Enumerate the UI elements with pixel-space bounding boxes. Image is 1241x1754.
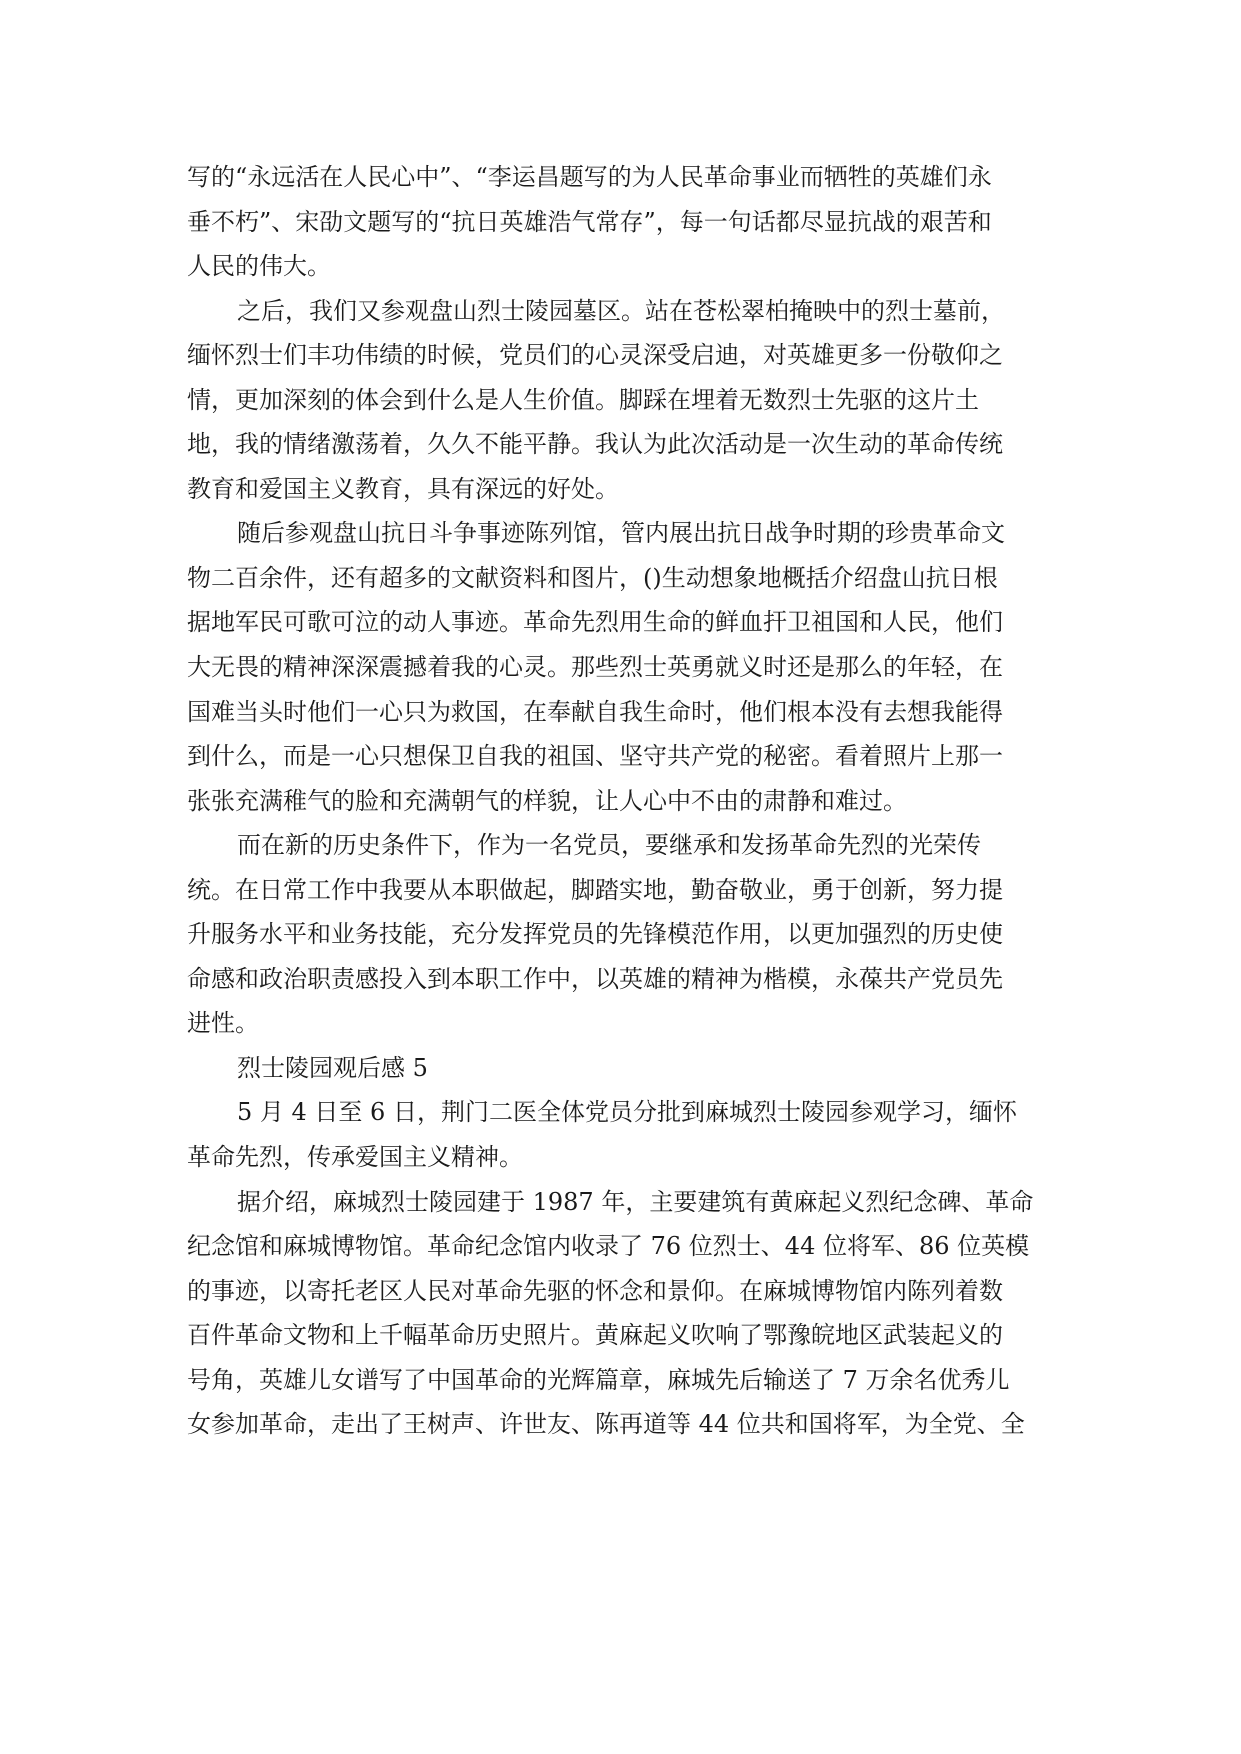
text-line: 升服务水平和业务技能，充分发挥党员的先锋模范作用，以更加强烈的历史使 (187, 920, 1003, 949)
text-line: 进性。 (187, 1009, 259, 1038)
text-line: 号角，英雄儿女谱写了中国革命的光辉篇章，麻城先后输送了 7 万余名优秀儿 (187, 1365, 1010, 1394)
text-line: 缅怀烈士们丰功伟绩的时候，党员们的心灵深受启迪，对英雄更多一份敬仰之 (187, 341, 1003, 370)
text-line: 据地军民可歌可泣的动人事迹。革命先烈用生命的鲜血扞卫祖国和人民，他们 (187, 608, 1003, 637)
text-line: 之后，我们又参观盘山烈士陵园墓区。站在苍松翠柏掩映中的烈士墓前， (237, 296, 1005, 325)
text-line: 国难当头时他们一心只为救国，在奉献自我生命时，他们根本没有去想我能得 (187, 697, 1003, 726)
text-line: 情，更加深刻的体会到什么是人生价值。脚踩在埋着无数烈士先驱的这片土 (187, 385, 979, 414)
text-line: 百件革命文物和上千幅革命历史照片。黄麻起义吹响了鄂豫皖地区武装起义的 (187, 1321, 1003, 1350)
text-line: 烈士陵园观后感 5 (237, 1053, 428, 1082)
document-body (187, 155, 1059, 1447)
text-line: 随后参观盘山抗日斗争事迹陈列馆，管内展出抗日战争时期的珍贵革命文 (237, 519, 1005, 548)
text-line: 教育和爱国主义教育，具有深远的好处。 (187, 474, 619, 503)
text-line: 而在新的历史条件下，作为一名党员，要继承和发扬革命先烈的光荣传 (237, 831, 981, 860)
text-line: 人民的伟大。 (187, 252, 331, 281)
text-line: 垂不朽”、宋劭文题写的“抗日英雄浩气常存”，每一句话都尽显抗战的艰苦和 (187, 207, 992, 236)
text-line: 的事迹，以寄托老区人民对革命先驱的怀念和景仰。在麻城博物馆内陈列着数 (187, 1276, 1003, 1305)
text-line: 物二百余件，还有超多的文献资料和图片，()生动想象地概括介绍盘山抗日根 (187, 563, 998, 592)
text-line: 写的“永远活在人民心中”、“李运昌题写的为人民革命事业而牺牲的英雄们永 (187, 163, 992, 191)
text-line: 大无畏的精神深深震撼着我的心灵。那些烈士英勇就义时还是那么的年轻，在 (187, 653, 1003, 682)
text-line: 纪念馆和麻城博物馆。革命纪念馆内收录了 76 位烈士、44 位将军、86 位英模 (187, 1232, 1030, 1261)
text-line: 5 月 4 日至 6 日，荆门二医全体党员分批到麻城烈士陵园参观学习，缅怀 (237, 1098, 1017, 1127)
text-line: 张张充满稚气的脸和充满朝气的样貌，让人心中不由的肃静和难过。 (187, 786, 907, 815)
text-line: 据介绍，麻城烈士陵园建于 1987 年，主要建筑有黄麻起义烈纪念碑、革命 (237, 1187, 1034, 1216)
text-line: 统。在日常工作中我要从本职做起，脚踏实地，勤奋敬业，勇于创新，努力提 (187, 875, 1003, 904)
text-line: 命感和政治职责感投入到本职工作中，以英雄的精神为楷模，永葆共产党员先 (187, 964, 1003, 993)
text-line: 到什么，而是一心只想保卫自我的祖国、坚守共产党的秘密。看着照片上那一 (187, 742, 1003, 771)
text-line: 革命先烈，传承爱国主义精神。 (187, 1143, 523, 1172)
text-line: 地，我的情绪激荡着，久久不能平静。我认为此次活动是一次生动的革命传统 (187, 430, 1003, 459)
text-line: 女参加革命，走出了王树声、许世友、陈再道等 44 位共和国将军，为全党、全 (187, 1410, 1025, 1439)
